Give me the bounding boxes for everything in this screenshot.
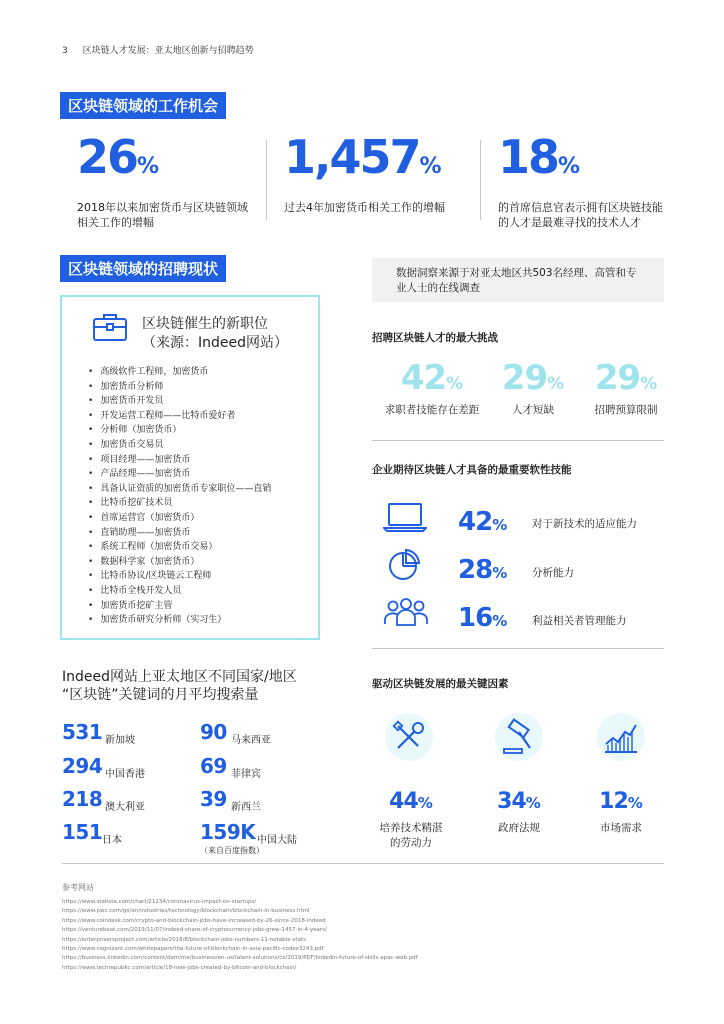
skill-value: 16% [458, 603, 508, 633]
reference-link[interactable]: https://www.coindesk.com/crypto-and-blockchain-jobs-have-increased-by-26-since-2018-indeed [62, 917, 326, 924]
stat-description: 的首席信息官表示拥有区块链技能 的人才是最难寻找的技术人才 [498, 201, 663, 229]
job-list-item: • 具备认证资质的加密货币专家职位——直销 [88, 482, 271, 497]
new-jobs-title: 区块链催生的新职位 （来源：Indeed网站） [142, 316, 289, 351]
search-row: 531 [62, 720, 103, 744]
reference-link[interactable]: https://www.pwc.com/gx/en/industries/technology/blockchain/blockchain-in-business.html [62, 908, 310, 915]
search-row: 218 [62, 787, 103, 811]
search-country: 新西兰 [231, 802, 261, 813]
challenge-item: 42% 求职者技能存在差距 [384, 358, 480, 416]
soft-skills-heading: 企业期待区块链人才具备的最重要软性技能 [372, 464, 572, 476]
page-number: 3 [62, 46, 68, 56]
reference-link[interactable]: https://venturebeat.com/2019/11/07/indeed-share-of-cryptocurrency-jobs-grew-1457-in-4-years/ [62, 927, 327, 934]
search-country: 中国大陆 [257, 835, 297, 846]
reference-link[interactable]: https://enterprisersproject.com/article/2018/8/blockchain-jobs-numbers-11-notable-stats [62, 936, 306, 943]
challenge-item: 29% 招聘预算限制 [594, 358, 658, 416]
search-country: 菲律宾 [231, 769, 261, 780]
reference-link[interactable]: https://www.statista.com/chart/21234/coronavirus-impact-on-startups/ [62, 899, 257, 905]
page-header [62, 43, 254, 56]
divider [372, 440, 664, 441]
briefcase-icon [92, 312, 128, 342]
document-title: 区块链人才发展：亚太地区创新与招聘趋势 [82, 46, 254, 56]
job-list-item: • 比特币挖矿技术员 [88, 496, 271, 511]
search-country: 日本 [102, 835, 122, 846]
laptop-icon [383, 502, 427, 532]
gavel-icon [494, 712, 544, 762]
stat-item [77, 132, 248, 230]
search-row: 69 [200, 754, 227, 778]
section-banner-recruiting: 区块链领域的招聘现状 [60, 255, 226, 282]
challenges-heading: 招聘区块链人才的最大挑战 [372, 332, 498, 344]
challenge-item: 29% 人才短缺 [501, 358, 565, 416]
divider [372, 648, 664, 649]
job-list-item: • 加密货币开发员 [88, 394, 271, 409]
references-list [62, 898, 418, 973]
search-country: 新加坡 [105, 735, 135, 746]
job-list-item: • 系统工程师（加密货币交易） [88, 540, 271, 555]
job-list-item: • 分析师（加密货币） [88, 423, 271, 438]
driver-item: 34% 政府法规 [497, 789, 541, 834]
pie-chart-icon [387, 548, 421, 582]
skill-value: 42% [458, 507, 508, 537]
job-list-item: • 数据科学家（加密货币） [88, 555, 271, 570]
section-banner-opportunities: 区块链领域的工作机会 [60, 92, 226, 119]
skill-label: 对于新技术的适应能力 [532, 518, 637, 530]
survey-note: 数据洞察来源于对亚太地区共503名经理、高管和专 业人士的在线调查 [372, 258, 664, 302]
stat-item [284, 132, 445, 215]
search-country: 马来西亚 [231, 735, 271, 746]
references-title: 参考网站 [62, 883, 94, 892]
job-list [88, 365, 271, 628]
stat-value: 1,457% [284, 130, 442, 184]
search-row: 294 [62, 754, 103, 778]
driver-item: 12% 市场需求 [599, 789, 643, 834]
reference-link[interactable]: https://www.cognizant.com/whitepapers/the-future-of-blockchain-in-asia-pacific-codex3243.pdf [62, 946, 324, 953]
driver-item: 44% 培养技术精湛 的劳动力 [379, 789, 443, 849]
job-list-item: • 开发运营工程师——比特币爱好者 [88, 409, 271, 424]
job-list-item: • 高级软件工程师，加密货币 [88, 365, 271, 380]
search-volume-title: Indeed网站上亚太地区不同国家/地区 “区块链”关键词的月平均搜索量 [62, 669, 297, 703]
divider [480, 140, 481, 220]
stat-item [498, 132, 663, 230]
job-list-item: • 项目经理——加密货币 [88, 453, 271, 468]
job-list-item: • 加密货币研究分析师（实习生） [88, 613, 271, 628]
divider [62, 863, 664, 864]
search-row: 39 [200, 787, 227, 811]
skill-label: 分析能力 [532, 567, 574, 579]
stat-description: 过去4年加密货币相关工作的增幅 [284, 201, 445, 214]
search-source-note: （来自百度指数） [200, 846, 264, 855]
stat-description: 2018年以来加密货币与区块链领域 相关工作的增幅 [77, 201, 248, 229]
people-icon [383, 598, 429, 626]
divider [266, 140, 267, 220]
reference-link[interactable]: https://business.linkedin.com/content/dam/me/business/en-us/talent-solutions/cx/2019/PDF/linkedin-future-of-skills-apac-web.pdf [62, 955, 418, 962]
search-row: 151 [62, 820, 103, 844]
skill-label: 利益相关者管理能力 [532, 615, 627, 627]
skill-value: 28% [458, 555, 508, 585]
market-chart-icon [596, 712, 646, 762]
search-row: 90 [200, 720, 227, 744]
search-country: 澳大利亚 [105, 802, 145, 813]
job-list-item: • 直销助理——加密货币 [88, 526, 271, 541]
tools-icon [384, 712, 434, 762]
job-list-item: • 产品经理——加密货币 [88, 467, 271, 482]
job-list-item: • 首席运营官（加密货币） [88, 511, 271, 526]
job-list-item: • 比特币协议/区块链云工程师 [88, 569, 271, 584]
reference-link[interactable]: https://www.techrepublic.com/article/18-new-jobs-created-by-bitcoin-and-blockchain/ [62, 964, 297, 971]
job-list-item: • 加密货币分析师 [88, 380, 271, 395]
search-country: 中国香港 [105, 769, 145, 780]
search-row: 159K [200, 820, 256, 844]
job-list-item: • 加密货币交易员 [88, 438, 271, 453]
stat-value: 26% [77, 130, 160, 184]
job-list-item: • 比特币全栈开发人员 [88, 584, 271, 599]
drivers-heading: 驱动区块链发展的最关键因素 [372, 678, 509, 690]
stat-value: 18% [498, 130, 581, 184]
job-list-item: • 加密货币挖矿主管 [88, 599, 271, 614]
